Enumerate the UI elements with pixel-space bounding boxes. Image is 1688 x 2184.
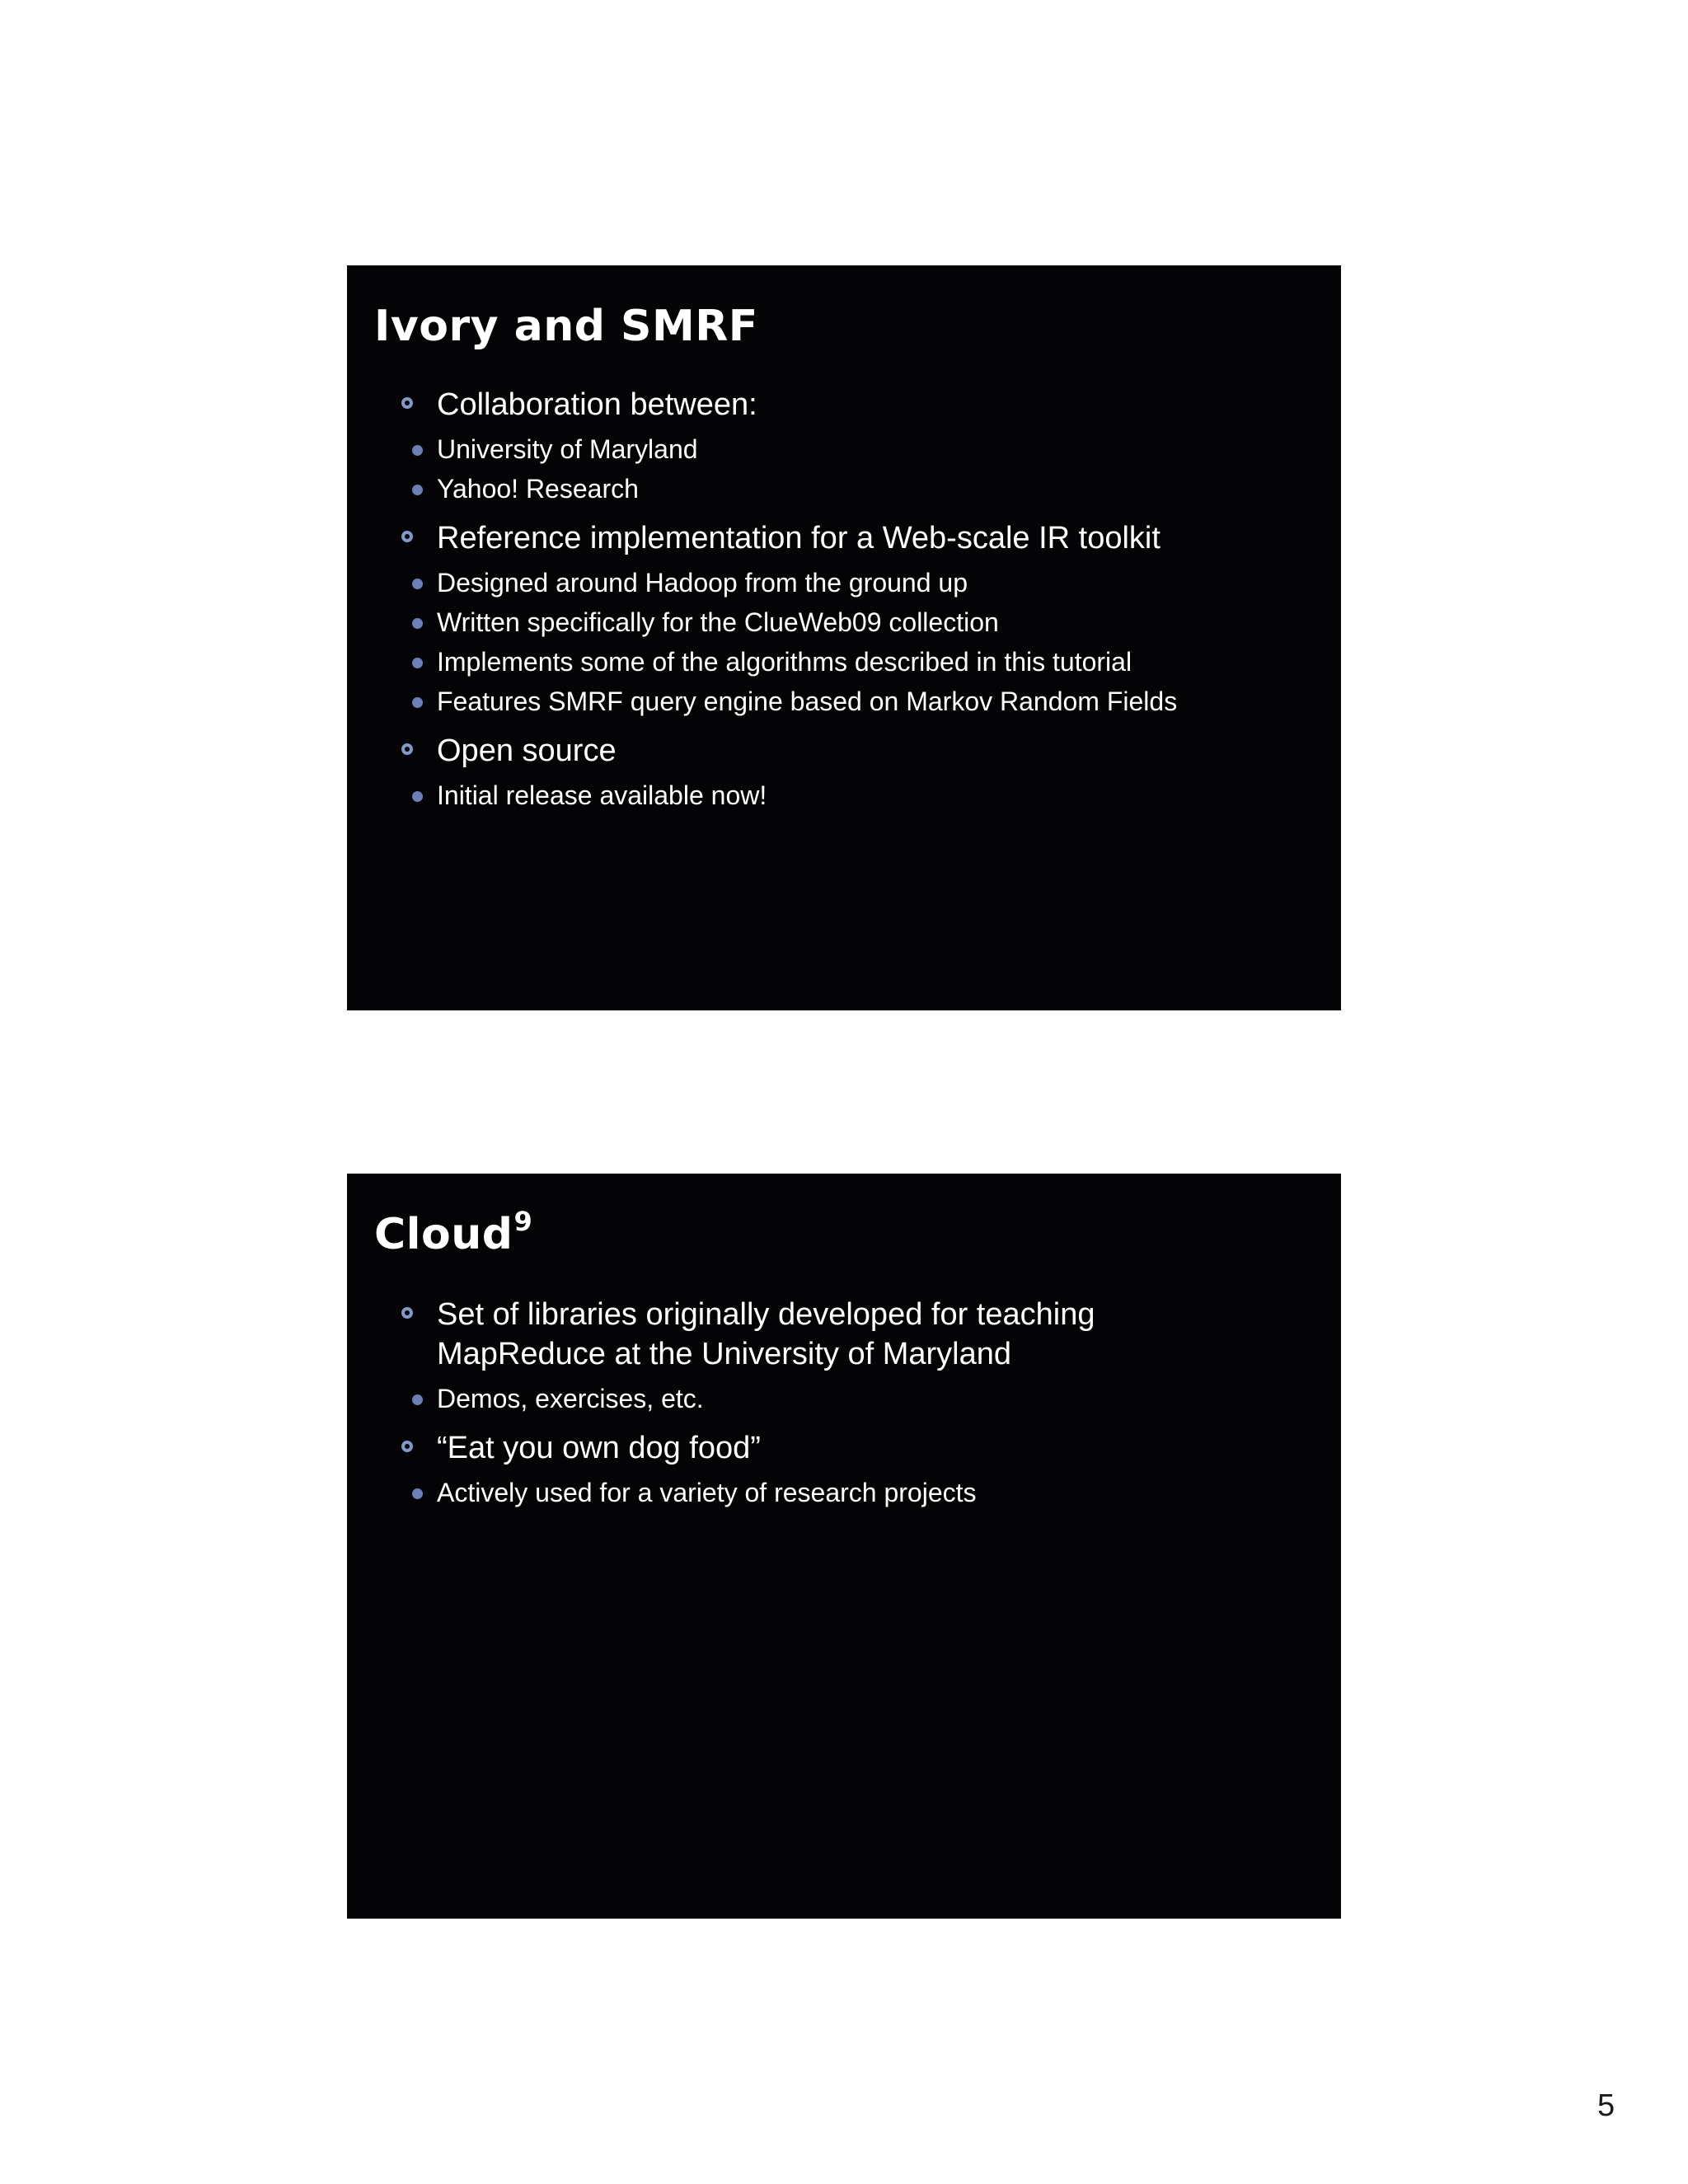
page-number: 5 — [1597, 2088, 1615, 2123]
hollow-circle-bullet-icon — [401, 531, 413, 542]
sub-bullet-text: Written specifically for the ClueWeb09 collection — [437, 607, 999, 637]
sub-bullet-text: Actively used for a variety of research projects — [437, 1478, 977, 1507]
sub-bullet-text: Demos, exercises, etc. — [437, 1384, 704, 1413]
bullet-text: Collaboration between: — [437, 387, 757, 422]
sub-bullet-item — [391, 776, 1341, 815]
bullet-list — [347, 1295, 1341, 1512]
slide-ivory-smrf — [347, 265, 1341, 1010]
sub-bullet-item — [391, 642, 1341, 682]
sub-bullet-text: University of Maryland — [437, 434, 698, 464]
bullet-item — [347, 1295, 1341, 1418]
sub-bullet-text: Initial release available now! — [437, 780, 767, 810]
sub-bullet-item — [391, 1473, 1341, 1512]
sub-bullet-list — [391, 776, 1341, 815]
slide-cloud9 — [347, 1174, 1341, 1919]
slide-title — [374, 1206, 533, 1259]
bullet-text: Reference implementation for a Web-scale IR toolkit — [437, 521, 1160, 555]
filled-circle-bullet-icon — [412, 791, 423, 802]
sub-bullet-item — [391, 429, 1341, 469]
sub-bullet-item — [391, 602, 1341, 642]
bullet-item — [347, 1428, 1341, 1512]
sub-bullet-list — [391, 1379, 1151, 1418]
bullet-item — [347, 385, 1341, 509]
sub-bullet-list — [391, 563, 1341, 721]
slide-title-superscript: 9 — [513, 1206, 533, 1237]
bullet-text: Open source — [437, 733, 617, 768]
sub-bullet-list — [391, 429, 1341, 509]
bullet-item — [347, 731, 1341, 815]
sub-bullet-text: Features SMRF query engine based on Markov Random Fields — [437, 687, 1178, 716]
filled-circle-bullet-icon — [412, 579, 423, 589]
filled-circle-bullet-icon — [412, 618, 423, 629]
slide-title-text: Cloud — [374, 1210, 513, 1259]
filled-circle-bullet-icon — [412, 485, 423, 495]
filled-circle-bullet-icon — [412, 697, 423, 708]
slide-title: Ivory and SMRF — [374, 302, 758, 351]
sub-bullet-text: Implements some of the algorithms described in this tutorial — [437, 647, 1132, 677]
hollow-circle-bullet-icon — [401, 397, 413, 409]
hollow-circle-bullet-icon — [401, 1307, 413, 1319]
sub-bullet-text: Designed around Hadoop from the ground up — [437, 568, 968, 598]
filled-circle-bullet-icon — [412, 658, 423, 668]
sub-bullet-item — [391, 469, 1341, 509]
hollow-circle-bullet-icon — [401, 1441, 413, 1452]
sub-bullet-item — [391, 1379, 1151, 1418]
filled-circle-bullet-icon — [412, 1488, 423, 1499]
bullet-list — [347, 385, 1341, 815]
filled-circle-bullet-icon — [412, 445, 423, 456]
sub-bullet-item — [391, 563, 1341, 602]
sub-bullet-list — [391, 1473, 1341, 1512]
bullet-item — [347, 518, 1341, 721]
hollow-circle-bullet-icon — [401, 743, 413, 755]
filled-circle-bullet-icon — [412, 1394, 423, 1405]
sub-bullet-item — [391, 682, 1341, 721]
sub-bullet-text: Yahoo! Research — [437, 474, 639, 504]
bullet-text: Set of libraries originally developed for teaching MapReduce at the University of Maryland — [437, 1297, 1095, 1371]
bullet-text: “Eat you own dog food” — [437, 1431, 761, 1465]
